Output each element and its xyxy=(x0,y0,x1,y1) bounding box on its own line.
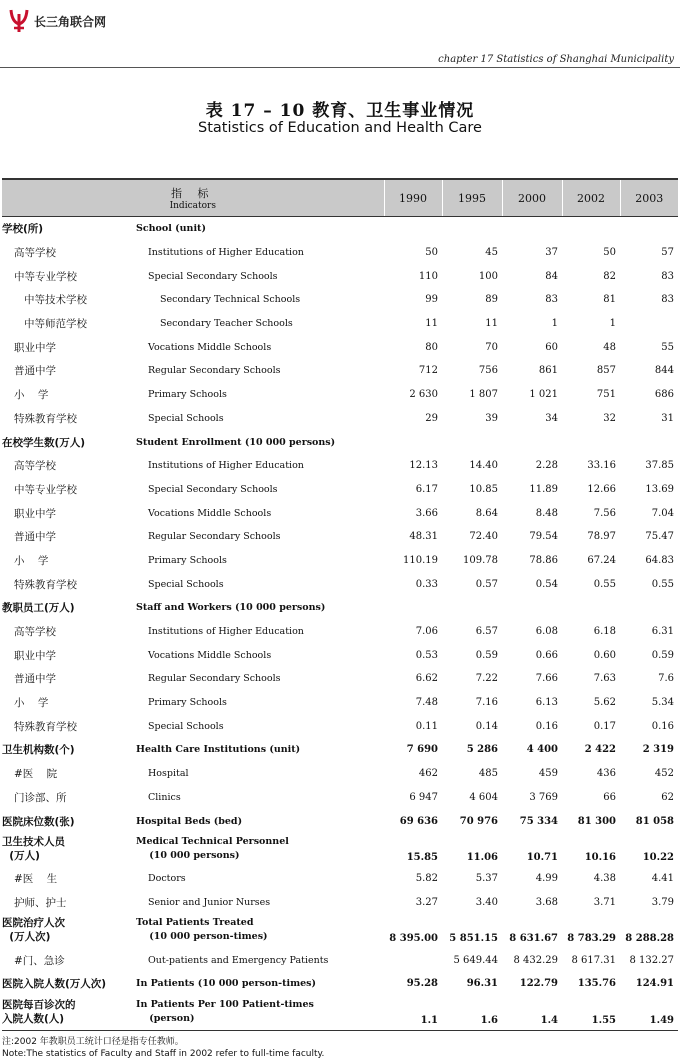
value-cell: 0.66 xyxy=(535,649,559,661)
category-row xyxy=(2,833,678,867)
value-cell: 861 xyxy=(538,365,559,377)
indicator-en: Special Schools xyxy=(148,578,224,590)
table-row xyxy=(2,948,678,972)
indicator-en: Primary Schools xyxy=(148,389,227,401)
value-cell: 5.82 xyxy=(415,873,439,885)
value-cell: 81 xyxy=(603,294,617,306)
value-cell: 6.17 xyxy=(415,483,439,495)
indicator-zh: 高等学校 xyxy=(14,460,56,473)
indicator-zh: 小 学 xyxy=(14,554,49,567)
value-cell xyxy=(562,596,620,620)
indicator-zh: 中等专业学校 xyxy=(14,270,77,283)
value-cell: 8 432.29 xyxy=(513,954,559,966)
value-cell: 3.71 xyxy=(593,896,617,908)
year-header: 2002 xyxy=(562,179,620,217)
category-row xyxy=(2,217,678,241)
indicator-en: Special Schools xyxy=(148,412,224,424)
value-cell: 0.16 xyxy=(535,720,559,732)
value-cell: 11 xyxy=(485,318,499,330)
table-title-en: Statistics of Education and Health Care xyxy=(198,120,482,136)
table-row xyxy=(2,891,678,915)
value-cell: 14.40 xyxy=(469,460,499,472)
value-cell: 0.57 xyxy=(475,578,499,590)
indicator-zh: 中等技术学校 xyxy=(24,294,87,307)
value-cell: 5 851.15 xyxy=(449,933,499,945)
indicator-zh: #医 院 xyxy=(14,768,58,781)
value-cell: 2 630 xyxy=(409,389,439,401)
indicator-en: Regular Secondary Schools xyxy=(148,673,281,685)
value-cell: 1.49 xyxy=(620,996,678,1031)
indicator-zh: 小 学 xyxy=(14,697,49,710)
value-cell xyxy=(442,596,502,620)
indicator-zh: 职业中学 xyxy=(14,341,56,354)
statistics-table xyxy=(2,178,678,1031)
value-cell: 79.54 xyxy=(529,531,559,543)
value-cell: 4 400 xyxy=(526,744,559,756)
value-cell: 15.85 xyxy=(406,851,439,863)
indicator-en: Doctors xyxy=(148,873,186,885)
indicator-en: Vocations Middle Schools xyxy=(148,341,272,353)
table-row xyxy=(2,454,678,478)
value-cell: 80 xyxy=(425,341,439,353)
table-row xyxy=(2,691,678,715)
site-name: 长三角联合网 xyxy=(34,14,107,29)
category-row xyxy=(2,809,678,833)
indicator-zh: 卫生机构数(个) xyxy=(2,744,75,757)
indicator-en: School (unit) xyxy=(136,223,206,235)
value-cell: 485 xyxy=(478,768,499,780)
table-row xyxy=(2,714,678,738)
value-cell: 0.55 xyxy=(651,578,675,590)
indicator-en: Health Care Institutions (unit) xyxy=(136,744,301,756)
value-cell: 75.47 xyxy=(645,531,675,543)
value-cell: 32 xyxy=(603,412,617,424)
value-cell: 82 xyxy=(603,270,617,282)
value-cell xyxy=(384,948,442,972)
value-cell: 109.78 xyxy=(463,554,499,566)
value-cell: 8 132.27 xyxy=(629,954,675,966)
value-cell: 10.71 xyxy=(526,851,559,863)
indicator-en: Senior and Junior Nurses xyxy=(148,896,271,908)
table-row xyxy=(2,359,678,383)
value-cell: 39 xyxy=(485,412,499,424)
indicator-en: Institutions of Higher Education xyxy=(148,460,304,472)
indicator-zh: #医 生 xyxy=(14,873,58,886)
value-cell: 66 xyxy=(603,791,617,803)
indicator-zh: 高等学校 xyxy=(14,247,56,260)
value-cell: 83 xyxy=(545,294,559,306)
value-cell: 5 286 xyxy=(466,744,499,756)
value-cell: 0.14 xyxy=(475,720,499,732)
value-cell xyxy=(502,596,562,620)
value-cell xyxy=(384,217,442,241)
table-row xyxy=(2,572,678,596)
value-cell: 135.76 xyxy=(577,978,617,990)
value-cell: 78.97 xyxy=(587,531,617,543)
table-row xyxy=(2,264,678,288)
value-cell: 3.79 xyxy=(651,896,675,908)
indicator-zh: 职业中学 xyxy=(14,507,56,520)
value-cell: 3.27 xyxy=(415,896,439,908)
year-header: 2003 xyxy=(620,179,678,217)
indicator-en: In Patients (10 000 person-times) xyxy=(136,978,317,990)
value-cell: 5.37 xyxy=(475,873,499,885)
indicator-en: Primary Schools xyxy=(148,697,227,709)
value-cell: 78.86 xyxy=(529,554,559,566)
value-cell: 81 058 xyxy=(635,815,675,827)
year-header: 1995 xyxy=(442,179,502,217)
value-cell: 4.38 xyxy=(593,873,617,885)
value-cell: 62 xyxy=(661,791,675,803)
value-cell: 31 xyxy=(661,412,675,424)
value-cell xyxy=(620,430,678,454)
indicator-zh: 医院每百诊次的 入院人数(人) xyxy=(2,996,136,1031)
value-cell: 1 021 xyxy=(529,389,559,401)
value-cell xyxy=(620,312,678,336)
year-header: 1990 xyxy=(384,179,442,217)
value-cell: 3.66 xyxy=(415,507,439,519)
indicator-en: Secondary Teacher Schools xyxy=(160,318,293,330)
table-header-row xyxy=(2,179,678,217)
value-cell: 81 300 xyxy=(577,815,617,827)
indicator-zh: 卫生技术人员 (万人) xyxy=(2,835,65,862)
indicator-zh: 教职员工(万人) xyxy=(2,602,75,615)
value-cell: 0.55 xyxy=(593,578,617,590)
value-cell: 0.33 xyxy=(415,578,439,590)
value-cell: 12.13 xyxy=(409,460,439,472)
site-logo[interactable] xyxy=(8,8,106,34)
value-cell: 7.22 xyxy=(475,673,499,685)
indicator-en: Regular Secondary Schools xyxy=(148,531,281,543)
category-row xyxy=(2,738,678,762)
value-cell: 8 783.29 xyxy=(567,933,617,945)
value-cell: 84 xyxy=(545,270,559,282)
value-cell: 3.68 xyxy=(535,896,559,908)
value-cell: 7 690 xyxy=(406,744,439,756)
indicator-zh: 职业中学 xyxy=(14,649,56,662)
value-cell: 7.48 xyxy=(415,697,439,709)
value-cell xyxy=(620,596,678,620)
indicator-zh: 门诊部、所 xyxy=(14,791,67,804)
indicator-zh: 医院床位数(张) xyxy=(2,815,75,828)
indicator-zh: 普通中学 xyxy=(14,365,56,378)
value-cell: 11.06 xyxy=(466,851,499,863)
table-row xyxy=(2,383,678,407)
category-row xyxy=(2,430,678,454)
table-row xyxy=(2,312,678,336)
value-cell: 2 319 xyxy=(642,744,675,756)
value-cell: 96.31 xyxy=(466,978,499,990)
value-cell: 1.4 xyxy=(502,996,562,1031)
value-cell xyxy=(620,217,678,241)
table-title-zh: 表 17 – 10 教育、卫生事业情况 xyxy=(205,101,475,121)
indicator-en: Clinics xyxy=(148,791,181,803)
value-cell: 8 631.67 xyxy=(509,933,559,945)
indicator-en: Primary Schools xyxy=(148,554,227,566)
value-cell: 6.31 xyxy=(651,626,675,638)
indicator-zh: 普通中学 xyxy=(14,531,56,544)
value-cell: 6 947 xyxy=(409,791,439,803)
value-cell: 10.16 xyxy=(584,851,617,863)
value-cell: 1 xyxy=(551,318,559,330)
value-cell: 7.63 xyxy=(593,673,617,685)
value-cell: 57 xyxy=(661,247,675,259)
indicator-zh: #门、急诊 xyxy=(14,954,65,967)
indicator-en: Hospital xyxy=(148,768,189,780)
value-cell: 3 769 xyxy=(529,791,559,803)
value-cell: 2 422 xyxy=(584,744,617,756)
value-cell: 8 617.31 xyxy=(571,954,617,966)
indicator-en: Total Patients Treated (10 000 person-times) xyxy=(136,917,268,943)
value-cell: 12.66 xyxy=(587,483,617,495)
value-cell: 6.08 xyxy=(535,626,559,638)
table-row xyxy=(2,667,678,691)
value-cell: 0.59 xyxy=(651,649,675,661)
indicator-zh: 普通中学 xyxy=(14,673,56,686)
table-row xyxy=(2,786,678,810)
table-row xyxy=(2,241,678,265)
table-row xyxy=(2,867,678,891)
value-cell: 857 xyxy=(596,365,617,377)
value-cell: 1.55 xyxy=(562,996,620,1031)
value-cell: 844 xyxy=(654,365,675,377)
value-cell: 5.34 xyxy=(651,697,675,709)
value-cell: 83 xyxy=(661,294,675,306)
value-cell: 69 636 xyxy=(399,815,439,827)
indicator-zh: 高等学校 xyxy=(14,626,56,639)
indicator-en: Vocations Middle Schools xyxy=(148,649,272,661)
value-cell: 72.40 xyxy=(469,531,499,543)
value-cell: 124.91 xyxy=(635,978,675,990)
value-cell: 4.41 xyxy=(651,873,675,885)
value-cell: 110.19 xyxy=(403,554,439,566)
value-cell: 10.85 xyxy=(469,483,499,495)
indicator-zh: 特殊教育学校 xyxy=(14,720,77,733)
indicator-en: Institutions of Higher Education xyxy=(148,247,304,259)
value-cell: 7.04 xyxy=(651,507,675,519)
value-cell xyxy=(442,430,502,454)
footnotes xyxy=(2,1036,324,1060)
table-row xyxy=(2,762,678,786)
value-cell: 3.40 xyxy=(475,896,499,908)
value-cell: 95.28 xyxy=(406,978,439,990)
indicator-en: Special Secondary Schools xyxy=(148,483,278,495)
value-cell: 712 xyxy=(418,365,439,377)
value-cell: 0.16 xyxy=(651,720,675,732)
value-cell: 110 xyxy=(418,270,439,282)
value-cell: 48 xyxy=(603,341,617,353)
value-cell: 8.64 xyxy=(475,507,499,519)
indicator-en: Special Schools xyxy=(148,720,224,732)
value-cell: 0.11 xyxy=(415,720,439,732)
indicator-zh: 特殊教育学校 xyxy=(14,412,77,425)
indicator-zh: 中等师范学校 xyxy=(24,318,87,331)
table-row xyxy=(2,620,678,644)
indicator-zh: 学校(所) xyxy=(2,223,44,236)
indicator-zh: 特殊教育学校 xyxy=(14,578,77,591)
value-cell xyxy=(384,430,442,454)
value-cell: 2.28 xyxy=(535,460,559,472)
value-cell: 55 xyxy=(661,341,675,353)
value-cell: 0.59 xyxy=(475,649,499,661)
value-cell: 6.18 xyxy=(593,626,617,638)
value-cell: 459 xyxy=(538,768,559,780)
value-cell: 89 xyxy=(485,294,499,306)
value-cell: 11 xyxy=(425,318,439,330)
indicator-en: Out-patients and Emergency Patients xyxy=(148,954,329,966)
value-cell: 6.57 xyxy=(475,626,499,638)
value-cell: 8.48 xyxy=(535,507,559,519)
value-cell: 75 334 xyxy=(519,815,559,827)
value-cell: 13.69 xyxy=(645,483,675,495)
value-cell: 60 xyxy=(545,341,559,353)
value-cell: 70 976 xyxy=(459,815,499,827)
value-cell: 462 xyxy=(418,768,439,780)
value-cell: 6.13 xyxy=(535,697,559,709)
value-cell: 45 xyxy=(485,247,499,259)
value-cell: 8 395.00 xyxy=(389,933,439,945)
value-cell: 100 xyxy=(478,270,499,282)
table-row xyxy=(2,549,678,573)
indicator-zh: 小 学 xyxy=(14,389,49,402)
value-cell: 756 xyxy=(478,365,499,377)
value-cell: 7.6 xyxy=(658,673,675,685)
value-cell: 1.6 xyxy=(442,996,502,1031)
value-cell: 0.54 xyxy=(535,578,559,590)
table-row xyxy=(2,478,678,502)
indicator-en: Staff and Workers (10 000 persons) xyxy=(136,602,326,614)
chapter-header: chapter 17 Statistics of Shanghai Municipality xyxy=(438,54,674,65)
indicator-en: Hospital Beds (bed) xyxy=(136,815,243,827)
table-body xyxy=(2,217,678,1031)
value-cell: 37 xyxy=(545,247,559,259)
value-cell: 67.24 xyxy=(587,554,617,566)
value-cell: 436 xyxy=(596,768,617,780)
value-cell: 11.89 xyxy=(529,483,559,495)
table-row xyxy=(2,407,678,431)
value-cell: 8 288.28 xyxy=(625,933,675,945)
table-row xyxy=(2,288,678,312)
value-cell: 1 807 xyxy=(469,389,499,401)
value-cell: 5.62 xyxy=(593,697,617,709)
value-cell: 7.66 xyxy=(535,673,559,685)
value-cell: 48.31 xyxy=(409,531,439,543)
value-cell: 6.62 xyxy=(415,673,439,685)
indicator-en: Institutions of Higher Education xyxy=(148,626,304,638)
table-row xyxy=(2,525,678,549)
value-cell: 1.1 xyxy=(384,996,442,1031)
footnote-en: Note:The statistics of Faculty and Staff in 2002 refer to full-time faculty. xyxy=(2,1049,325,1059)
value-cell xyxy=(562,217,620,241)
category-row xyxy=(2,596,678,620)
value-cell xyxy=(502,430,562,454)
value-cell: 5 649.44 xyxy=(453,954,499,966)
value-cell: 0.53 xyxy=(415,649,439,661)
value-cell: 33.16 xyxy=(587,460,617,472)
value-cell: 50 xyxy=(603,247,617,259)
indicator-en: Regular Secondary Schools xyxy=(148,365,281,377)
table-row xyxy=(2,643,678,667)
indicator-zh: 护师、护士 xyxy=(14,896,67,909)
year-header: 2000 xyxy=(502,179,562,217)
value-cell: 7.16 xyxy=(475,697,499,709)
indicator-header xyxy=(2,179,384,217)
table-row xyxy=(2,501,678,525)
category-row xyxy=(2,996,678,1031)
value-cell: 7.06 xyxy=(415,626,439,638)
value-cell: 4.99 xyxy=(535,873,559,885)
value-cell xyxy=(562,430,620,454)
value-cell: 751 xyxy=(596,389,617,401)
footnote-zh: 注:2002 年教职员工统计口径是指专任教师。 xyxy=(2,1037,184,1047)
table-row xyxy=(2,335,678,359)
indicator-en: Student Enrollment (10 000 persons) xyxy=(136,436,336,448)
indicator-en: Secondary Technical Schools xyxy=(160,294,301,306)
value-cell xyxy=(384,596,442,620)
category-row xyxy=(2,914,678,948)
value-cell: 83 xyxy=(661,270,675,282)
indicator-zh: 中等专业学校 xyxy=(14,483,77,496)
value-cell: 7.56 xyxy=(593,507,617,519)
value-cell: 4 604 xyxy=(469,791,499,803)
value-cell: 37.85 xyxy=(645,460,675,472)
indicator-zh: 医院治疗人次 (万人次) xyxy=(2,917,65,944)
value-cell: 686 xyxy=(654,389,675,401)
indicator-zh: 医院入院人数(万人次) xyxy=(2,978,107,991)
value-cell: 0.60 xyxy=(593,649,617,661)
indicator-header-zh: 指 标 xyxy=(171,187,215,200)
header-rule xyxy=(0,67,680,68)
indicator-zh: 在校学生数(万人) xyxy=(2,436,86,449)
value-cell xyxy=(442,217,502,241)
value-cell: 29 xyxy=(425,412,439,424)
value-cell: 34 xyxy=(545,412,559,424)
indicator-en: Special Secondary Schools xyxy=(148,270,278,282)
value-cell: 10.22 xyxy=(642,851,675,863)
value-cell: 50 xyxy=(425,247,439,259)
value-cell: 0.17 xyxy=(593,720,617,732)
value-cell: 70 xyxy=(485,341,499,353)
indicator-header-en: Indicators xyxy=(169,201,216,211)
value-cell: 64.83 xyxy=(645,554,675,566)
indicator-en: In Patients Per 100 Patient-times (person) xyxy=(136,996,384,1031)
indicator-en: Vocations Middle Schools xyxy=(148,507,272,519)
value-cell: 1 xyxy=(609,318,617,330)
value-cell xyxy=(502,217,562,241)
category-row xyxy=(2,972,678,996)
indicator-en: Medical Technical Personnel (10 000 persons) xyxy=(136,835,289,861)
value-cell: 122.79 xyxy=(519,978,559,990)
value-cell: 99 xyxy=(425,294,439,306)
logo-icon xyxy=(8,8,30,34)
value-cell: 452 xyxy=(654,768,675,780)
